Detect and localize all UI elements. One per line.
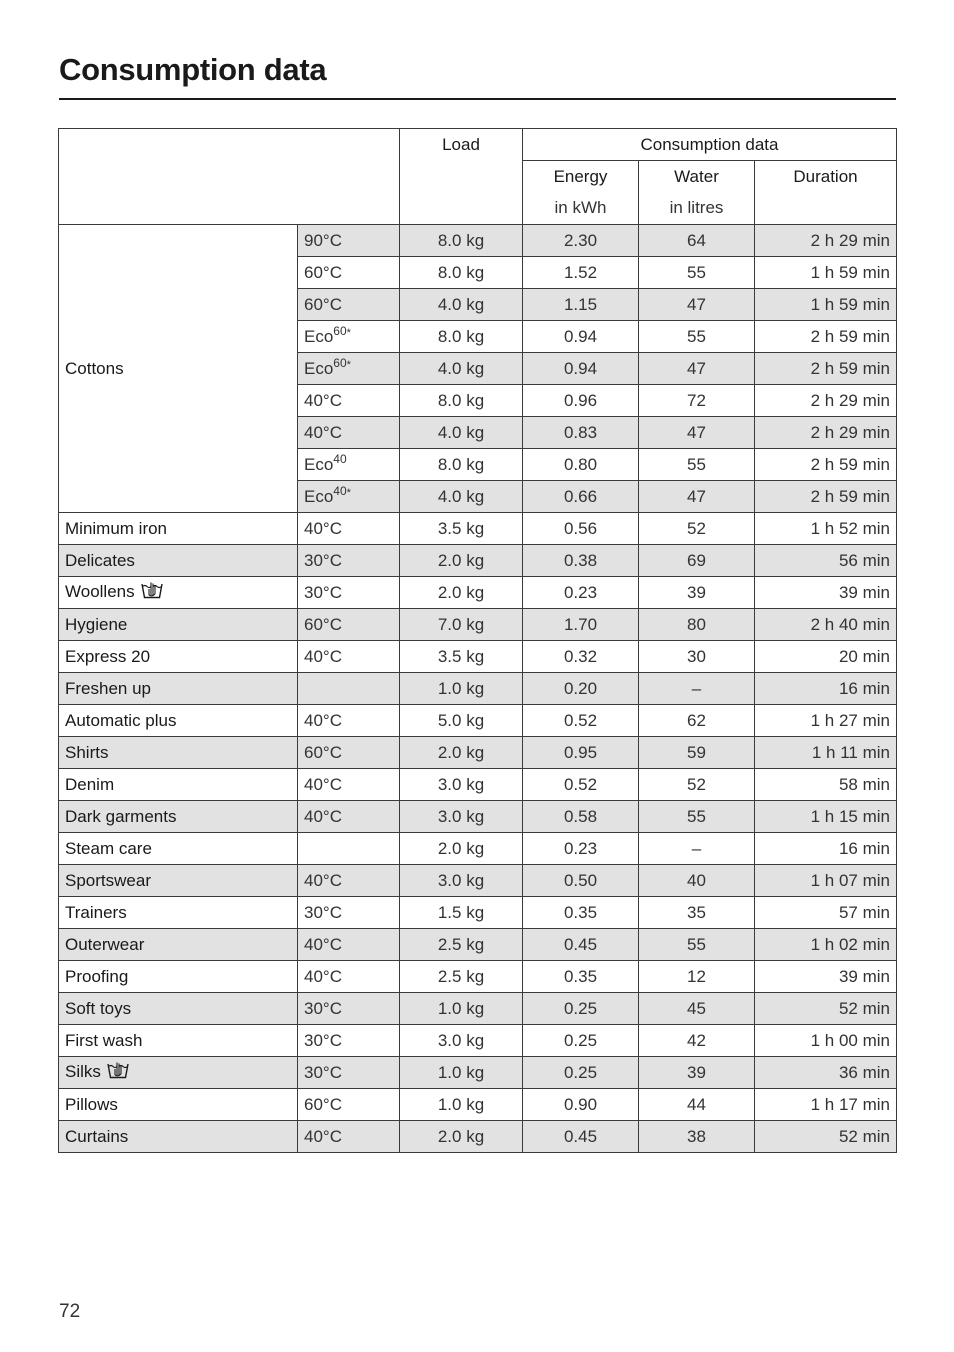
duration-cell: 2 h 59 min — [755, 321, 897, 353]
temperature-cell: 40°C — [298, 961, 400, 993]
energy-cell: 0.56 — [523, 513, 639, 545]
programme-label: Pillows — [65, 1094, 118, 1114]
duration-cell: 2 h 29 min — [755, 225, 897, 257]
programme-name — [59, 1089, 298, 1121]
duration-cell: 52 min — [755, 1121, 897, 1153]
table-row — [59, 801, 897, 833]
energy-cell: 0.96 — [523, 385, 639, 417]
load-cell: 1.0 kg — [400, 993, 523, 1025]
temperature-cell: 30°C — [298, 993, 400, 1025]
duration-cell: 36 min — [755, 1057, 897, 1089]
duration-cell: 39 min — [755, 961, 897, 993]
load-cell: 2.5 kg — [400, 961, 523, 993]
temperature-cell — [298, 289, 400, 321]
footnote-star: * — [346, 486, 351, 499]
programme-name — [59, 993, 298, 1025]
programme-label: Sportswear — [65, 870, 151, 890]
load-cell: 8.0 kg — [400, 225, 523, 257]
load-cell: 3.0 kg — [400, 801, 523, 833]
programme-label: Dark garments — [65, 806, 177, 826]
duration-cell: 2 h 59 min — [755, 449, 897, 481]
water-cell: 47 — [639, 481, 755, 513]
header-energy: Energy — [523, 161, 639, 193]
energy-cell: 2.30 — [523, 225, 639, 257]
temperature-cell — [298, 449, 400, 481]
water-cell: 52 — [639, 769, 755, 801]
energy-cell: 0.90 — [523, 1089, 639, 1121]
water-cell: 72 — [639, 385, 755, 417]
temperature-cell — [298, 321, 400, 353]
energy-cell: 0.94 — [523, 353, 639, 385]
programme-name — [59, 737, 298, 769]
programme-name — [59, 833, 298, 865]
load-cell: 3.5 kg — [400, 513, 523, 545]
temperature-label: 40°C — [304, 390, 342, 410]
programme-name — [59, 1025, 298, 1057]
load-cell: 8.0 kg — [400, 257, 523, 289]
water-cell: 47 — [639, 353, 755, 385]
duration-cell: 56 min — [755, 545, 897, 577]
programme-name — [59, 897, 298, 929]
temperature-cell: 30°C — [298, 1057, 400, 1089]
eco-temperature-superscript: 40 — [333, 451, 347, 466]
table-row — [59, 513, 897, 545]
load-cell: 1.0 kg — [400, 1089, 523, 1121]
programme-label: Silks — [65, 1062, 101, 1081]
handwash-icon — [141, 581, 163, 604]
temperature-cell: 30°C — [298, 545, 400, 577]
table-row — [59, 545, 897, 577]
table-row — [59, 609, 897, 641]
water-cell: 52 — [639, 513, 755, 545]
duration-cell: 1 h 15 min — [755, 801, 897, 833]
temperature-label: 90°C — [304, 230, 342, 250]
water-cell: 80 — [639, 609, 755, 641]
temperature-label: Eco — [304, 358, 334, 378]
load-cell: 8.0 kg — [400, 449, 523, 481]
water-cell: 69 — [639, 545, 755, 577]
programme-name — [59, 1057, 298, 1089]
programme-label: Steam care — [65, 838, 152, 858]
title-rule — [59, 98, 896, 100]
temperature-cell: 40°C — [298, 769, 400, 801]
table-row — [59, 993, 897, 1025]
programme-name: Cottons — [59, 225, 298, 513]
page-title: Consumption data — [59, 52, 327, 87]
energy-cell: 0.58 — [523, 801, 639, 833]
table-row — [59, 705, 897, 737]
temperature-cell: 40°C — [298, 641, 400, 673]
duration-cell: 16 min — [755, 673, 897, 705]
programme-name — [59, 545, 298, 577]
header-water-unit: in litres — [639, 193, 755, 225]
table-row — [59, 225, 897, 257]
programme-name — [59, 1121, 298, 1153]
table-row — [59, 673, 897, 705]
programme-label: Freshen up — [65, 678, 151, 698]
duration-cell: 1 h 02 min — [755, 929, 897, 961]
water-cell: 35 — [639, 897, 755, 929]
load-cell: 2.0 kg — [400, 833, 523, 865]
load-cell: 5.0 kg — [400, 705, 523, 737]
table-row — [59, 1089, 897, 1121]
energy-cell: 0.23 — [523, 833, 639, 865]
programme-label: Delicates — [65, 550, 135, 570]
energy-cell: 0.25 — [523, 993, 639, 1025]
temperature-cell — [298, 353, 400, 385]
energy-cell: 0.94 — [523, 321, 639, 353]
water-cell: 39 — [639, 577, 755, 609]
water-cell: 30 — [639, 641, 755, 673]
energy-cell: 0.52 — [523, 769, 639, 801]
duration-cell: 16 min — [755, 833, 897, 865]
temperature-cell: 40°C — [298, 801, 400, 833]
energy-cell: 1.52 — [523, 257, 639, 289]
programme-name — [59, 769, 298, 801]
temperature-cell: 30°C — [298, 897, 400, 929]
load-cell: 1.0 kg — [400, 1057, 523, 1089]
load-cell: 1.0 kg — [400, 673, 523, 705]
programme-label: First wash — [65, 1030, 143, 1050]
water-cell: 47 — [639, 417, 755, 449]
energy-cell: 0.35 — [523, 897, 639, 929]
programme-label: Shirts — [65, 742, 109, 762]
programme-name — [59, 961, 298, 993]
water-cell: 12 — [639, 961, 755, 993]
temperature-cell — [298, 833, 400, 865]
temperature-cell — [298, 225, 400, 257]
temperature-cell — [298, 673, 400, 705]
table-row — [59, 865, 897, 897]
duration-cell: 1 h 07 min — [755, 865, 897, 897]
programme-name — [59, 673, 298, 705]
energy-cell: 0.45 — [523, 929, 639, 961]
duration-cell: 20 min — [755, 641, 897, 673]
energy-cell: 0.38 — [523, 545, 639, 577]
temperature-cell — [298, 481, 400, 513]
programme-label: Outerwear — [65, 934, 145, 954]
duration-cell: 1 h 00 min — [755, 1025, 897, 1057]
load-cell: 4.0 kg — [400, 481, 523, 513]
load-cell: 2.0 kg — [400, 737, 523, 769]
temperature-cell: 60°C — [298, 609, 400, 641]
programme-label: Trainers — [65, 902, 127, 922]
load-cell: 1.5 kg — [400, 897, 523, 929]
water-cell: 64 — [639, 225, 755, 257]
header-consumption: Consumption data — [523, 129, 897, 161]
header-duration: Duration — [755, 161, 897, 225]
energy-cell: 0.25 — [523, 1025, 639, 1057]
temperature-cell: 60°C — [298, 737, 400, 769]
energy-cell: 0.83 — [523, 417, 639, 449]
table-row — [59, 641, 897, 673]
table-row — [59, 1057, 897, 1089]
duration-cell: 2 h 29 min — [755, 385, 897, 417]
energy-cell: 0.35 — [523, 961, 639, 993]
programme-label: Woollens — [65, 582, 135, 601]
table-row — [59, 833, 897, 865]
programme-name — [59, 513, 298, 545]
eco-temperature-superscript: 40 — [333, 483, 347, 498]
table-row — [59, 737, 897, 769]
consumption-table — [58, 128, 897, 1153]
programme-label: Proofing — [65, 966, 129, 986]
eco-temperature-superscript: 60 — [333, 355, 347, 370]
programme-label: Hygiene — [65, 614, 128, 634]
temperature-label: 60°C — [304, 262, 342, 282]
duration-cell: 1 h 59 min — [755, 289, 897, 321]
programme-name — [59, 577, 298, 609]
water-cell: 47 — [639, 289, 755, 321]
load-cell: 2.0 kg — [400, 577, 523, 609]
handwash-icon — [107, 1061, 129, 1084]
duration-cell: 2 h 40 min — [755, 609, 897, 641]
water-cell: 59 — [639, 737, 755, 769]
energy-cell: 0.66 — [523, 481, 639, 513]
water-cell: 55 — [639, 449, 755, 481]
duration-cell: 2 h 59 min — [755, 353, 897, 385]
load-cell: 3.0 kg — [400, 1025, 523, 1057]
header-water: Water — [639, 161, 755, 193]
programme-name — [59, 609, 298, 641]
load-cell: 7.0 kg — [400, 609, 523, 641]
temperature-label: Eco — [304, 486, 334, 506]
header-load: Load — [400, 129, 523, 225]
page-number: 72 — [59, 1301, 81, 1322]
load-cell: 2.5 kg — [400, 929, 523, 961]
water-cell: 45 — [639, 993, 755, 1025]
water-cell: 62 — [639, 705, 755, 737]
table-row — [59, 897, 897, 929]
table-row — [59, 1025, 897, 1057]
table-row — [59, 769, 897, 801]
temperature-label: 40°C — [304, 422, 342, 442]
programme-label: Automatic plus — [65, 710, 177, 730]
duration-cell: 58 min — [755, 769, 897, 801]
duration-cell: 1 h 11 min — [755, 737, 897, 769]
energy-cell: 0.20 — [523, 673, 639, 705]
temperature-cell: 30°C — [298, 577, 400, 609]
duration-cell: 1 h 27 min — [755, 705, 897, 737]
duration-cell: 1 h 52 min — [755, 513, 897, 545]
duration-cell: 52 min — [755, 993, 897, 1025]
water-cell: – — [639, 673, 755, 705]
table-body — [59, 225, 897, 1153]
load-cell: 3.5 kg — [400, 641, 523, 673]
temperature-cell: 40°C — [298, 865, 400, 897]
load-cell: 2.0 kg — [400, 1121, 523, 1153]
temperature-cell: 40°C — [298, 929, 400, 961]
water-cell: 55 — [639, 257, 755, 289]
energy-cell: 0.50 — [523, 865, 639, 897]
energy-cell: 0.95 — [523, 737, 639, 769]
duration-cell: 2 h 59 min — [755, 481, 897, 513]
load-cell: 4.0 kg — [400, 289, 523, 321]
programme-name — [59, 641, 298, 673]
table-row — [59, 929, 897, 961]
temperature-cell — [298, 417, 400, 449]
load-cell: 8.0 kg — [400, 321, 523, 353]
temperature-label: 60°C — [304, 294, 342, 314]
energy-cell: 1.70 — [523, 609, 639, 641]
energy-cell: 0.25 — [523, 1057, 639, 1089]
duration-cell: 39 min — [755, 577, 897, 609]
eco-temperature-superscript: 60 — [333, 323, 347, 338]
programme-name — [59, 801, 298, 833]
duration-cell: 1 h 59 min — [755, 257, 897, 289]
programme-label: Curtains — [65, 1126, 129, 1146]
duration-cell: 2 h 29 min — [755, 417, 897, 449]
water-cell: 55 — [639, 929, 755, 961]
energy-cell: 0.32 — [523, 641, 639, 673]
water-cell: – — [639, 833, 755, 865]
water-cell: 40 — [639, 865, 755, 897]
load-cell: 3.0 kg — [400, 769, 523, 801]
footnote-star: * — [346, 326, 351, 339]
water-cell: 42 — [639, 1025, 755, 1057]
programme-name — [59, 929, 298, 961]
water-cell: 44 — [639, 1089, 755, 1121]
footnote-star: * — [346, 358, 351, 371]
temperature-cell — [298, 257, 400, 289]
temperature-cell: 40°C — [298, 705, 400, 737]
temperature-label: Eco — [304, 454, 334, 474]
load-cell: 2.0 kg — [400, 545, 523, 577]
temperature-cell: 40°C — [298, 1121, 400, 1153]
table-row — [59, 1121, 897, 1153]
temperature-cell: 60°C — [298, 1089, 400, 1121]
temperature-label: Eco — [304, 326, 334, 346]
energy-cell: 0.45 — [523, 1121, 639, 1153]
load-cell: 4.0 kg — [400, 353, 523, 385]
temperature-cell: 30°C — [298, 1025, 400, 1057]
load-cell: 4.0 kg — [400, 417, 523, 449]
table-row — [59, 961, 897, 993]
header-blank — [59, 129, 400, 225]
table-row — [59, 577, 897, 609]
temperature-cell — [298, 385, 400, 417]
programme-name — [59, 865, 298, 897]
energy-cell: 0.23 — [523, 577, 639, 609]
programme-label: Denim — [65, 774, 115, 794]
load-cell: 8.0 kg — [400, 385, 523, 417]
energy-cell: 1.15 — [523, 289, 639, 321]
water-cell: 55 — [639, 321, 755, 353]
programme-label: Soft toys — [65, 998, 132, 1018]
duration-cell: 1 h 17 min — [755, 1089, 897, 1121]
temperature-cell: 40°C — [298, 513, 400, 545]
programme-label: Minimum iron — [65, 518, 168, 538]
energy-cell: 0.80 — [523, 449, 639, 481]
programme-name — [59, 705, 298, 737]
programme-label: Express 20 — [65, 646, 151, 666]
water-cell: 39 — [639, 1057, 755, 1089]
duration-cell: 57 min — [755, 897, 897, 929]
header-energy-unit: in kWh — [523, 193, 639, 225]
load-cell: 3.0 kg — [400, 865, 523, 897]
water-cell: 55 — [639, 801, 755, 833]
water-cell: 38 — [639, 1121, 755, 1153]
energy-cell: 0.52 — [523, 705, 639, 737]
